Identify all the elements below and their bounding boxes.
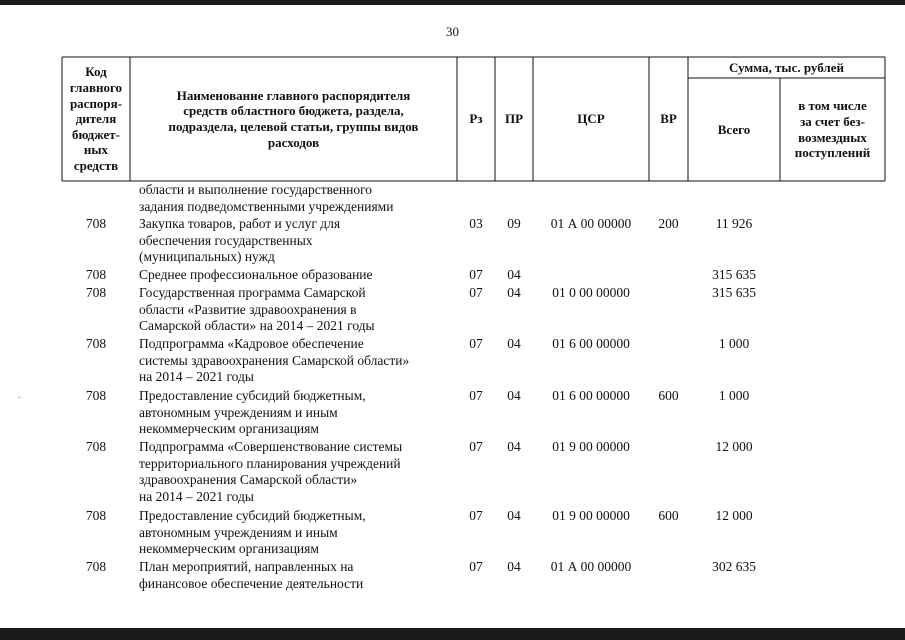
row-rz: 07 [469, 559, 483, 574]
header-csr: ЦСР [577, 111, 605, 127]
row-name: Среднее профессиональное образование [139, 267, 373, 282]
scan-top-edge [0, 0, 905, 5]
row-rz: 07 [469, 336, 483, 351]
row-name: области и выполнение государственного задания подведомственными учреждениями [139, 182, 394, 214]
row-code: 708 [85, 388, 107, 403]
row-name: План мероприятий, направленных на финансовое обеспечение деятельности [139, 559, 364, 591]
row-rz: 07 [469, 508, 483, 523]
row-name: Закупка товаров, работ и услуг для обеспечения государственных (муниципальных) нужд [139, 216, 341, 264]
header-vr: ВР [660, 111, 677, 127]
scan-speck: ˇ [18, 395, 21, 405]
row-code: 708 [85, 508, 107, 523]
row-pr: 04 [507, 388, 521, 403]
header-name: Наименование главного распорядителя средств областного бюджета, раздела, подраздела, целевой статьи, группы видов расходов [168, 87, 419, 150]
row-total: 1 000 [718, 336, 750, 351]
header-free: в том числе за счет без- возмездных поступлений [794, 98, 871, 161]
row-pr: 04 [507, 267, 521, 282]
header-pr: ПР [504, 111, 524, 127]
row-code: 708 [85, 336, 107, 351]
row-pr: 09 [507, 216, 521, 231]
row-pr: 04 [507, 559, 521, 574]
row-total: 315 635 [712, 267, 756, 282]
scan-bottom-edge [0, 628, 905, 640]
row-name: Подпрограмма «Кадровое обеспечение системы здравоохранения Самарской области» на 2014 – 2021 годы [139, 336, 410, 384]
row-csr: 01 6 00 00000 [552, 388, 630, 403]
row-code: 708 [85, 439, 107, 454]
row-code: 708 [85, 559, 107, 574]
row-name: Подпрограмма «Совершенствование системы территориального планирования учреждений здравоохранения Самарской области» на 2014 – 2021 годы [139, 439, 403, 504]
row-csr: 01 6 00 00000 [552, 336, 630, 351]
page-number: 30 [446, 24, 459, 39]
header-total: Всего [717, 121, 751, 137]
row-name: Предоставление субсидий бюджетным, автономным учреждениям и иным некоммерческим организациям [139, 388, 366, 436]
row-rz: 07 [469, 285, 483, 300]
row-name: Государственная программа Самарской области «Развитие здравоохранения в Самарской области» на 2014 – 2021 годы [139, 285, 375, 333]
row-pr: 04 [507, 439, 521, 454]
row-vr: 600 [658, 508, 679, 523]
row-rz: 07 [469, 439, 483, 454]
row-pr: 04 [507, 508, 521, 523]
row-csr: 01 9 00 00000 [552, 439, 630, 454]
header-sum: Сумма, тыс. рублей [729, 59, 844, 75]
row-pr: 04 [507, 336, 521, 351]
row-vr: 200 [658, 216, 679, 231]
row-csr: 01 А 00 00000 [550, 559, 632, 574]
row-total: 315 635 [712, 285, 756, 300]
row-rz: 07 [469, 388, 483, 403]
row-rz: 03 [469, 216, 483, 231]
row-total: 11 926 [715, 216, 753, 231]
row-name: Предоставление субсидий бюджетным, автономным учреждениям и иным некоммерческим организациям [139, 508, 366, 556]
row-total: 302 635 [712, 559, 756, 574]
row-code: 708 [85, 285, 107, 300]
row-csr: 01 9 00 00000 [552, 508, 630, 523]
row-rz: 07 [469, 267, 483, 282]
row-code: 708 [85, 267, 107, 282]
row-pr: 04 [507, 285, 521, 300]
header-rz: Рз [469, 111, 483, 127]
row-total: 12 000 [715, 508, 753, 523]
row-total: 12 000 [715, 439, 753, 454]
row-total: 1 000 [718, 388, 750, 403]
row-code: 708 [85, 216, 107, 231]
row-csr: 01 А 00 00000 [550, 216, 632, 231]
row-csr: 01 0 00 00000 [552, 285, 630, 300]
row-vr: 600 [658, 388, 679, 403]
header-code: Код главного распоря- дителя бюджет- ных средств [69, 64, 123, 173]
